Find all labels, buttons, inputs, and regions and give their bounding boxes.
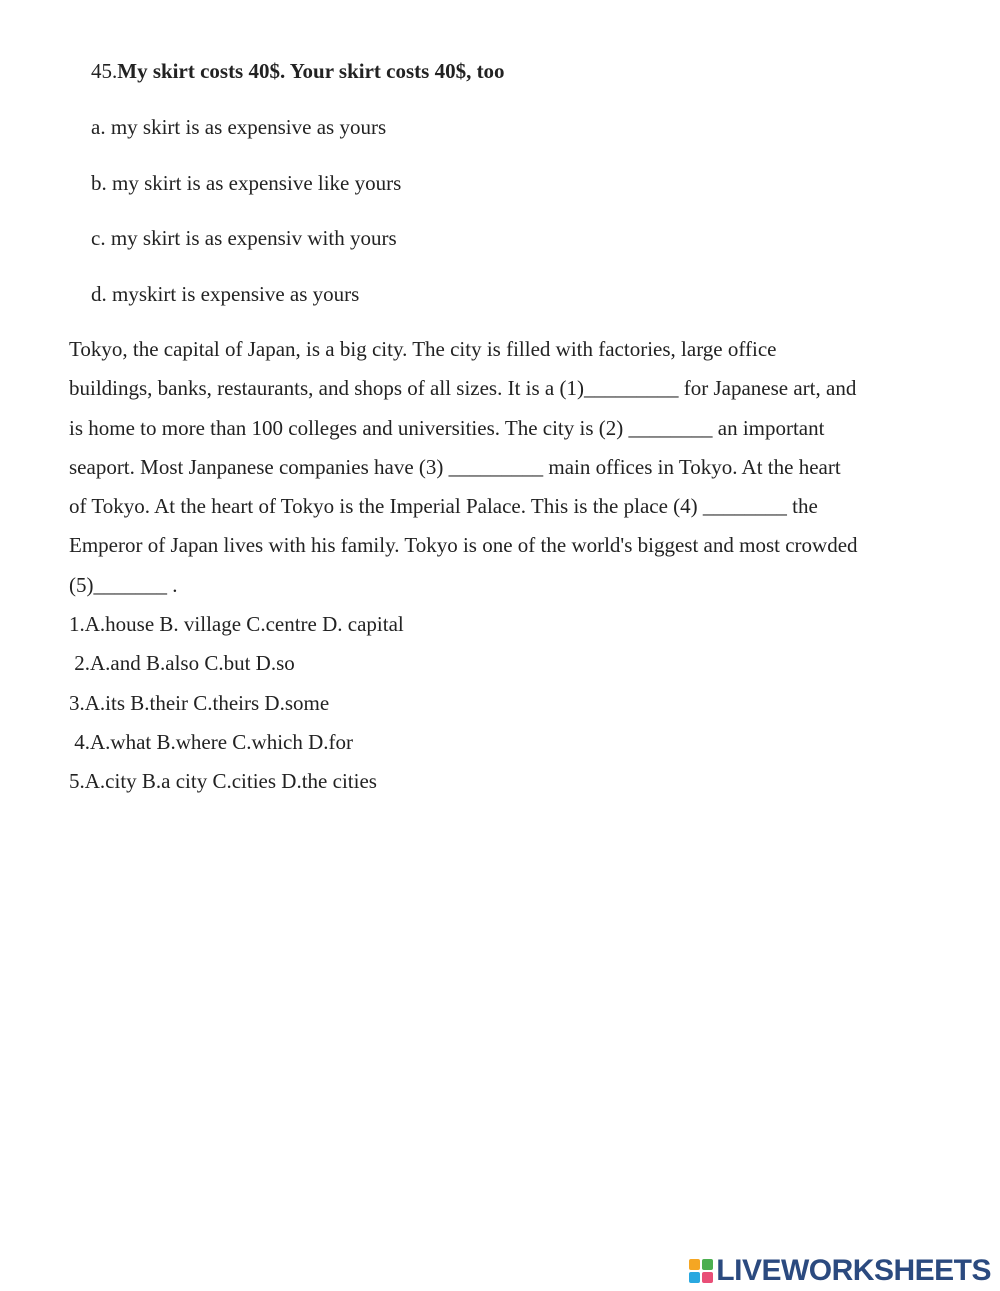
answer-choice-3: 3.A.its B.their C.theirs D.some: [69, 690, 330, 715]
option-d: d. myskirt is expensive as yours: [91, 282, 360, 306]
answer-choices-list: [69, 605, 404, 801]
answer-choice-1: 1.A.house B. village C.centre D. capital: [69, 612, 404, 636]
passage-line: is home to more than 100 colleges and universities. The city is (2) ________ an important: [69, 415, 825, 440]
question-stem: My skirt costs 40$. Your skirt costs 40$, too: [117, 59, 505, 83]
question-number: 45.: [91, 59, 118, 83]
liveworksheets-logo: [689, 1251, 991, 1291]
passage-line: (5)_______ .: [69, 572, 178, 597]
answer-choice-2: 2.A.and B.also C.but D.so: [69, 651, 295, 676]
option-b: b. my skirt is as expensive like yours: [91, 171, 402, 195]
logo-block-icon: [689, 1272, 700, 1283]
passage-line: buildings, banks, restaurants, and shops of all sizes. It is a (1)_________ for Japanese art, and: [69, 376, 857, 401]
passage-line: Tokyo, the capital of Japan, is a big city. The city is filled with factories, large office: [69, 337, 777, 361]
passage-line: seaport. Most Janpanese companies have (3) _________ main offices in Tokyo. At the heart: [69, 454, 841, 479]
answer-choice-4: 4.A.what B.where C.which D.for: [69, 729, 354, 754]
logo-block-icon: [702, 1259, 713, 1270]
passage-line: of Tokyo. At the heart of Tokyo is the Imperial Palace. This is the place (4) ________ the: [69, 494, 818, 519]
liveworksheets-logo-icon: [689, 1259, 713, 1283]
passage-line: Emperor of Japan lives with his family. Tokyo is one of the world's biggest and most crowded: [69, 533, 858, 558]
logo-block-icon: [702, 1272, 713, 1283]
question-45-heading: [91, 57, 505, 85]
brand-name: LIVEWORKSHEETS: [716, 1254, 991, 1287]
logo-block-icon: [689, 1259, 700, 1270]
answer-choice-5: 5.A.city B.a city C.cities D.the cities: [69, 769, 377, 794]
option-a: a. my skirt is as expensive as yours: [91, 115, 387, 139]
option-c: c. my skirt is as expensiv with yours: [91, 226, 397, 250]
reading-passage: [69, 330, 939, 605]
